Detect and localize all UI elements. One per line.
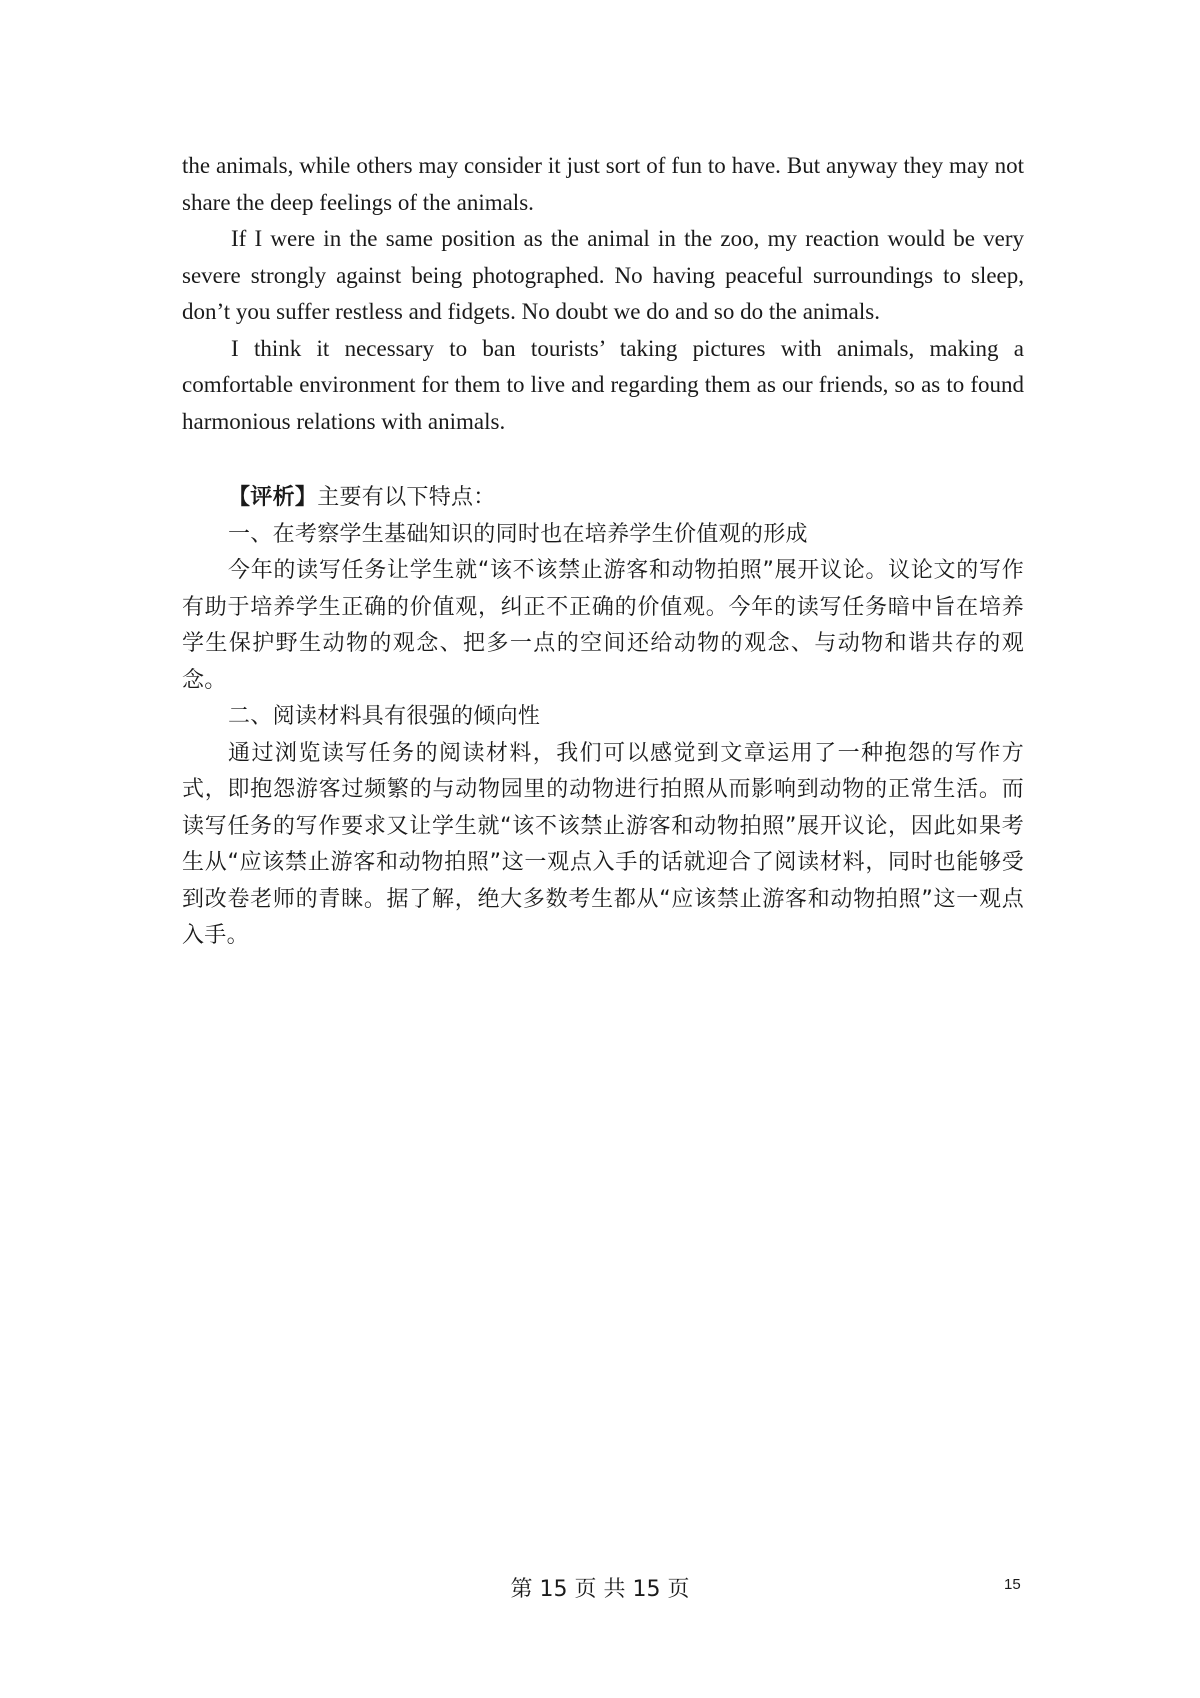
page-footer-label: 第 15 页 共 15 页 bbox=[510, 1577, 690, 1602]
essay-paragraph-1: the animals, while others may consider it just sort of fun to have. But anyway they may not share the deep feelings of the animals. bbox=[182, 153, 1024, 215]
analysis-section bbox=[182, 480, 1024, 955]
analysis-point-2-body: 通过浏览读写任务的阅读材料，我们可以感觉到文章运用了一种抱怨的写作方式，即抱怨游客过频繁的与动物园里的动物进行拍照从而影响到动物的正常生活。而读写任务的写作要求又让学生就“该不该禁止游客和动物拍照”展开议论，因此如果考生从“应该禁止游客和动物拍照”这一观点入手的话就迎合了阅读材料，同时也能够受到改卷老师的青睐。据了解，绝大多数考生都从“应该禁止游客和动物拍照”这一观点入手。 bbox=[182, 740, 1024, 948]
essay-paragraph-3: I think it necessary to ban tourists’ taking pictures with animals, making a comfortable environment for them to live and regarding them as our friends, so as to found harmonious relations with animals. bbox=[182, 335, 1024, 434]
essay-paragraph-2: If I were in the same position as the animal in the zoo, my reaction would be very severe strongly against being photographed. No having peaceful surroundings to sleep, don’t you suffer restless and fidgets. No doubt we do and so do the animals. bbox=[182, 226, 1024, 324]
analysis-point-1-heading: 一、在考察学生基础知识的同时也在培养学生价值观的形成 bbox=[228, 521, 808, 547]
analysis-tag: 【评析】 bbox=[228, 485, 318, 510]
analysis-intro-text: 主要有以下特点： bbox=[317, 485, 496, 510]
analysis-point-2-heading: 二、阅读材料具有很强的倾向性 bbox=[228, 704, 541, 729]
page-number: 15 bbox=[1004, 1576, 1021, 1593]
analysis-intro bbox=[182, 480, 1024, 517]
page-content bbox=[182, 148, 1024, 955]
analysis-point-1-body: 今年的读写任务让学生就“该不该禁止游客和动物拍照”展开议论。议论文的写作有助于培养学生正确的价值观，纠正不正确的价值观。今年的读写任务暗中旨在培养学生保护野生动物的观念、把多一点的空间还给动物的观念、与动物和谐共存的观念。 bbox=[182, 558, 1024, 693]
